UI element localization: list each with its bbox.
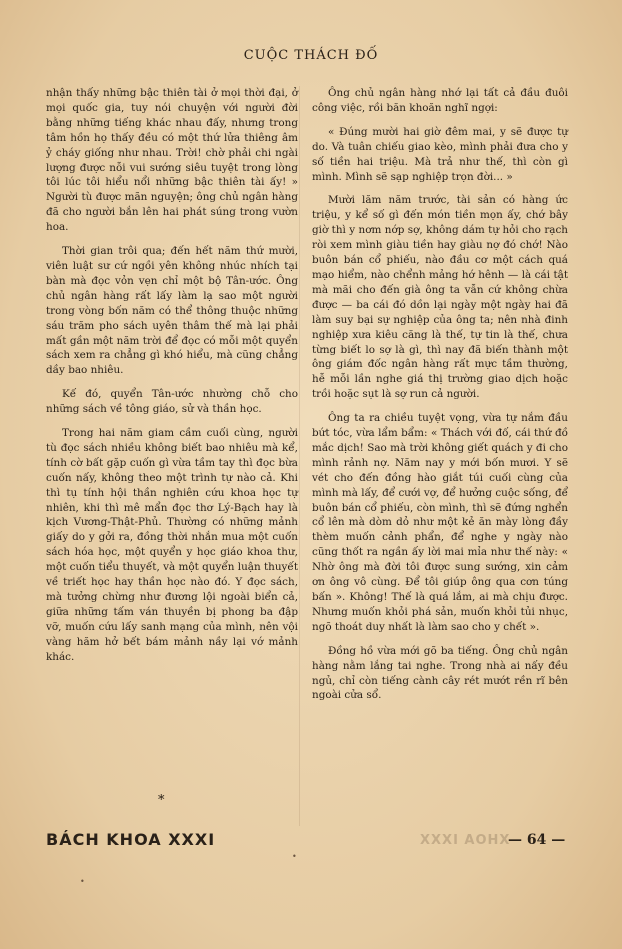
left-column: [46, 86, 298, 674]
bleed-through-text: XXXI AOHX: [420, 833, 511, 848]
paragraph: Kế đó, quyển Tân-ước nhường chỗ cho những sách về tông giáo, sử và thần học.: [46, 388, 298, 416]
running-header: CUỘC THÁCH ĐỐ: [243, 48, 379, 63]
right-column: [312, 86, 568, 712]
paragraph: nhận thấy những bậc thiên tài ở mọi thời đại, ở mọi quốc gia, tuy nói chuyện với người đời bằng những tiếng khác nhau đấy, nhưng trong tâm hồn họ thấy đều có một thứ lửa thiêng âm ỷ cháy giống như nhau. Trời! chờ phải chi ngài lượng được nỗi vui sướng siêu tuyệt trong lòng tôi lúc tôi hiểu nổi những bậc thiên tài ấy! » Người tù được mãn nguyện; ông chủ ngân hàng đã cho người bắn lên hai phát súng trong vườn hoa.: [46, 87, 298, 234]
page-number: — 64 —: [508, 832, 566, 848]
paragraph: Ông ta ra chiều tuyệt vọng, vừa tự nắm đầu bứt tóc, vừa lẩm bẩm: « Thách với đố, cái thứ đồ mắc dịch! Sao mà trời không giết quách y đi cho mình rảnh nợ. Năm nay y mới bốn mươi. Y sẽ vét cho đến đồng hào giắt túi cuối cùng của mình mà lấy, để cưới vợ, để hưởng cuộc sống, để buôn bán cổ phiếu, còn mình, thì sẽ đứng nghển cổ lên mà dòm dỏ như một kẻ ăn mày lòng đầy thèm muốn cảnh phẩn, để nghe y ngày nào cũng thốt ra ngần ấy lời mai mỉa như thế này: « Nhờ ông mà đời tôi được sung sướng, xin cảm ơn ông vô cùng. Để tôi giúp ông qua cơn túng bấn ». Không! Thế là quá lắm, ai mà chịu được. Nhưng muốn khỏi phá sản, muốn khỏi tủi nhục, ngõ thoát duy nhất là làm sao cho y chết ».: [312, 412, 568, 633]
section-star: *: [158, 793, 165, 808]
paragraph: Mười lăm năm trước, tài sản có hàng ức triệu, y kể số gì đến món tiền mọn ấy, chớ bây giờ thì y nơm nớp sợ, không dám tự hỏi cho rạch ròi xem mình giàu tiền hay giàu nợ đó chớ! Nào buôn bán cổ phiếu, nào đầu cơ một cách quá mạo hiểm, nào chểnh mảng hớ hênh — là cái tật mà mãi cho đến già ông ta vẫn cứ không chừa được — ba cái đó dồn lại ngày một ngày hai đã làm suy bại sự nghiệp của ông ta; nên nhà đinh nghiệp xưa kiêu căng là thế, tự tin là thế, chưa từng biết lo sợ là gì, thì nay đã biến thành một ông giám đốc ngân hàng rất mực tầm thường, hễ mỗi lần nghe giá thị trường giao dịch hoặc trồi hoặc sụt là sợ run cả người.: [312, 194, 568, 401]
paragraph: Trong hai năm giam cầm cuối cùng, người tù đọc sách nhiều không biết bao nhiêu mà kể, tính cờ bất gặp cuốn gì vừa tầm tay thì đọc bừa cuốn nấy, không theo một trình tự nào cả. Khi thì tụ tính hội thần nghiên cứu khoa học tự nhiên, khi thì mê mẩn đọc thơ Lý-Bạch hay là kịch Vương-Thật-Phủ. Thường có những mảnh giấy do y gởi ra, đồng thời nhắn mua một cuốn sách hóa học, một quyển y học giáo khoa thư, một cuốn tiểu thuyết, và một quyển luận thuyết về triết học hay thần học nào đó. Y đọc sách, mà tưởng chừng như đương lội ngoài biển cả, giữa những tấm ván thuyền bị phong ba đập vỡ, muốn cứu lấy sanh mạng của mình, nên vội vàng hăm hở bết bám mảnh nầy lại vớ mảnh khác.: [46, 427, 298, 663]
paragraph: Thời gian trôi qua; đến hết năm thứ mười, viên luật sư cứ ngồi yên không nhúc nhích tại bàn mà đọc vỏn vẹn chỉ một bộ Tân-ước. Ông chủ ngân hàng rất lấy làm lạ sao một người trong vòng bốn năm có thể thông thuộc những sáu trăm pho sách uyên thâm thế mà lại phải mất gần một năm trời để đọc có mỗi một quyển sách xem ra chẳng gì khó hiểu, mà cũng chẳng dầy bao nhiêu.: [46, 245, 298, 377]
magazine-title: BÁCH KHOA XXXI: [46, 830, 216, 849]
quote-paragraph: « Đúng mười hai giờ đêm mai, y sẽ được tự do. Và tuân chiếu giao kèo, mình phải đưa cho y số tiền hai triệu. Mà trả như thế, thì còn gì mình. Mình sẽ sạp nghiệp trọn đời... »: [312, 125, 568, 183]
ink-dot: •: [80, 877, 85, 886]
paragraph: Đồng hồ vừa mới gõ ba tiếng. Ông chủ ngân hàng nằm lắng tai nghe. Trong nhà ai nấy đều ngủ, chỉ còn tiếng cành cây rét mướt rền rĩ bên ngoài cửa sổ.: [312, 644, 568, 702]
paragraph: Ông chủ ngân hàng nhớ lại tất cả đầu đuôi công việc, rồi băn khoăn nghĩ ngợi:: [312, 87, 568, 114]
column-gutter: [299, 86, 300, 826]
ink-dot: •: [292, 852, 297, 861]
